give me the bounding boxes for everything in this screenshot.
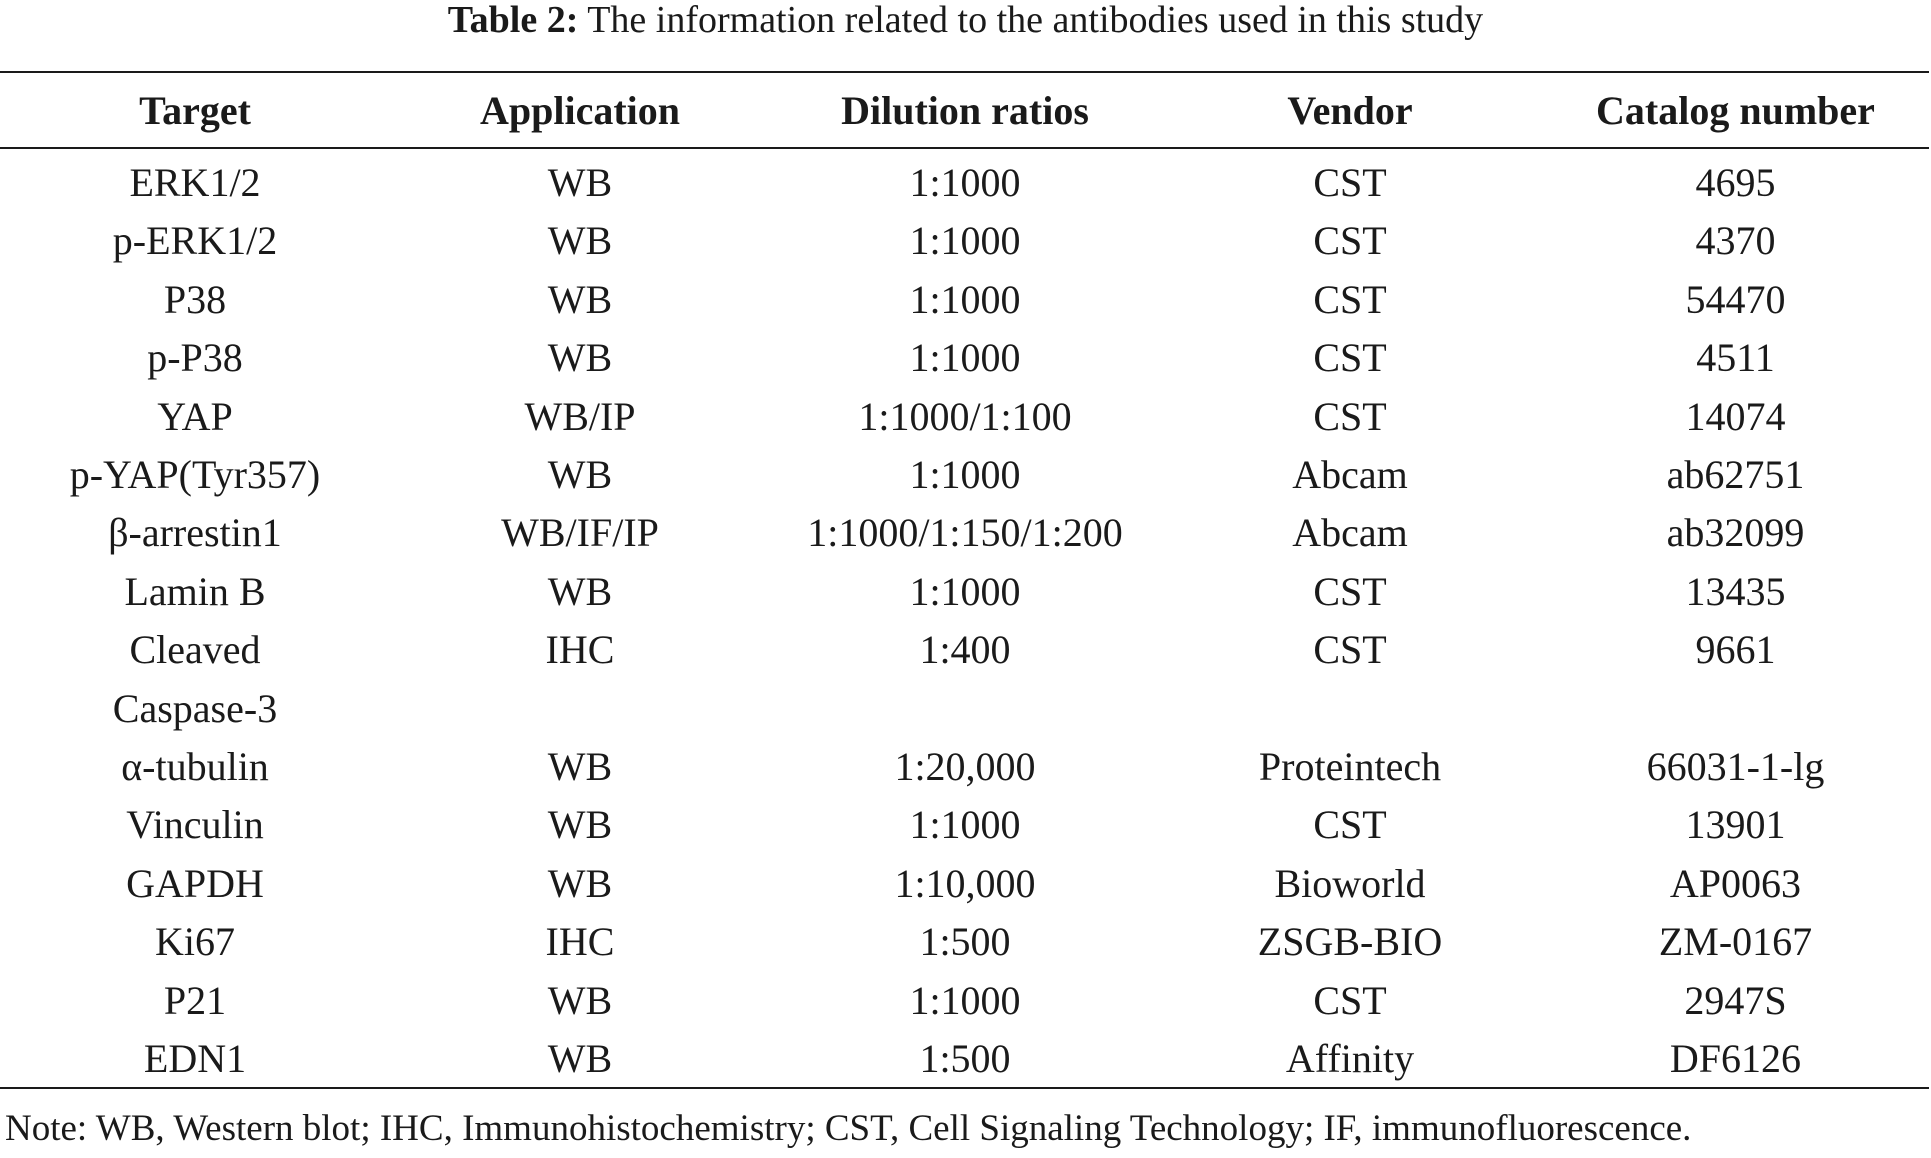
cell-vendor: CST — [1313, 335, 1387, 381]
table-caption — [0, 0, 1931, 42]
cell-dilution: 1:500 — [919, 919, 1011, 965]
cell-target: p-YAP(Tyr357) — [69, 452, 321, 497]
table-row — [0, 621, 1931, 679]
table-row — [0, 1030, 1931, 1088]
cell-vendor: CST — [1313, 393, 1387, 439]
table-row — [0, 154, 1931, 212]
cell-target: Ki67 — [155, 919, 235, 965]
cell-application: WB — [547, 160, 613, 205]
table-note: Note: WB, Western blot; IHC, Immunohistochemistry; CST, Cell Signaling Technology; IF, immunofluorescence. — [5, 1108, 1692, 1149]
cell-target: EDN1 — [143, 1036, 247, 1081]
table-row — [0, 738, 1931, 796]
cell-dilution: 1:1000 — [909, 977, 1021, 1023]
cell-application: WB/IP — [524, 393, 636, 439]
cell-catalog: 9661 — [1695, 627, 1776, 673]
cell-vendor: CST — [1313, 568, 1387, 614]
table-row — [0, 446, 1931, 504]
cell-dilution: 1:500 — [919, 1036, 1011, 1081]
cell-catalog: ZM-0167 — [1658, 919, 1813, 965]
header-dilution-ratios: Dilution ratios — [841, 88, 1089, 133]
cell-catalog: ab32099 — [1666, 510, 1805, 556]
cell-catalog: 13435 — [1685, 568, 1786, 614]
table-row — [0, 212, 1931, 270]
cell-dilution: 1:1000 — [909, 160, 1021, 205]
cell-target: α-tubulin — [121, 744, 269, 789]
cell-catalog: 4511 — [1696, 335, 1775, 381]
cell-application: IHC — [545, 627, 615, 673]
cell-dilution: 1:1000 — [909, 335, 1021, 381]
table-row — [0, 504, 1931, 562]
cell-target: P38 — [163, 276, 227, 322]
cell-dilution: 1:400 — [919, 627, 1011, 673]
cell-application: WB — [547, 860, 613, 906]
cell-dilution: 1:10,000 — [894, 860, 1036, 906]
cell-target: GAPDH — [126, 860, 264, 906]
cell-vendor: Affinity — [1285, 1036, 1415, 1081]
cell-application: IHC — [545, 919, 615, 965]
cell-application: WB/IF/IP — [501, 510, 659, 556]
cell-catalog: 13901 — [1685, 802, 1786, 848]
table-row — [0, 563, 1931, 621]
cell-dilution: 1:1000 — [909, 802, 1021, 848]
cell-vendor: Bioworld — [1274, 860, 1426, 906]
cell-catalog: DF6126 — [1669, 1036, 1802, 1081]
cell-catalog: 66031-1-lg — [1646, 744, 1825, 789]
table-row — [0, 972, 1931, 1030]
cell-vendor: ZSGB-BIO — [1257, 919, 1443, 965]
cell-target: Caspase-3 — [112, 685, 278, 731]
cell-target: Vinculin — [126, 802, 264, 848]
header-vendor: Vendor — [1287, 88, 1413, 133]
cell-dilution: 1:1000 — [909, 452, 1021, 497]
cell-dilution: 1:1000 — [909, 218, 1021, 264]
cell-vendor: Abcam — [1292, 452, 1408, 497]
cell-target: Lamin B — [124, 568, 266, 614]
cell-target: ERK1/2 — [129, 160, 261, 205]
cell-vendor: CST — [1313, 160, 1387, 205]
cell-dilution: 1:1000/1:100 — [858, 393, 1072, 439]
header-target: Target — [139, 88, 251, 133]
cell-application: WB — [547, 1036, 613, 1081]
cell-target: YAP — [157, 393, 233, 439]
cell-application: WB — [547, 977, 613, 1023]
cell-vendor: CST — [1313, 627, 1387, 673]
cell-dilution: 1:20,000 — [894, 744, 1036, 789]
cell-application: WB — [547, 218, 613, 264]
table-row — [0, 329, 1931, 387]
cell-vendor: Abcam — [1292, 510, 1408, 556]
cell-catalog: AP0063 — [1669, 860, 1802, 906]
table-header-rule — [0, 147, 1929, 149]
table-row — [0, 913, 1931, 971]
cell-vendor: CST — [1313, 276, 1387, 322]
cell-catalog: 2947S — [1684, 977, 1787, 1023]
cell-application: WB — [547, 802, 613, 848]
cell-target: p-P38 — [147, 335, 243, 381]
cell-catalog: 54470 — [1685, 276, 1786, 322]
table-caption-label: Table 2: — [447, 0, 579, 41]
cell-catalog: 4370 — [1695, 218, 1776, 264]
table-top-rule — [0, 71, 1929, 73]
cell-catalog: ab62751 — [1666, 452, 1805, 497]
cell-vendor: CST — [1313, 218, 1387, 264]
cell-vendor: CST — [1313, 977, 1387, 1023]
cell-application: WB — [547, 744, 613, 789]
table-caption-text: The information related to the antibodies used in this study — [578, 0, 1484, 41]
table-bottom-rule — [0, 1087, 1929, 1089]
cell-vendor: Proteintech — [1258, 744, 1442, 789]
table-row — [0, 271, 1931, 329]
cell-application: WB — [547, 276, 613, 322]
cell-application: WB — [547, 568, 613, 614]
header-application: Application — [479, 88, 681, 133]
header-catalog-number: Catalog number — [1596, 88, 1875, 133]
table-row — [0, 680, 1931, 738]
cell-target: p-ERK1/2 — [112, 218, 278, 264]
cell-dilution: 1:1000 — [909, 568, 1021, 614]
cell-application: WB — [547, 335, 613, 381]
table-header-row — [0, 82, 1931, 140]
cell-target: Cleaved — [129, 627, 261, 673]
table-row — [0, 855, 1931, 913]
cell-target: P21 — [163, 977, 227, 1023]
cell-catalog: 14074 — [1685, 393, 1786, 439]
cell-dilution: 1:1000/1:150/1:200 — [807, 510, 1123, 556]
cell-vendor: CST — [1313, 802, 1387, 848]
cell-catalog: 4695 — [1695, 160, 1776, 205]
table-row — [0, 388, 1931, 446]
cell-dilution: 1:1000 — [909, 276, 1021, 322]
cell-target: β-arrestin1 — [108, 510, 282, 556]
table-row — [0, 796, 1931, 854]
cell-application: WB — [547, 452, 613, 497]
